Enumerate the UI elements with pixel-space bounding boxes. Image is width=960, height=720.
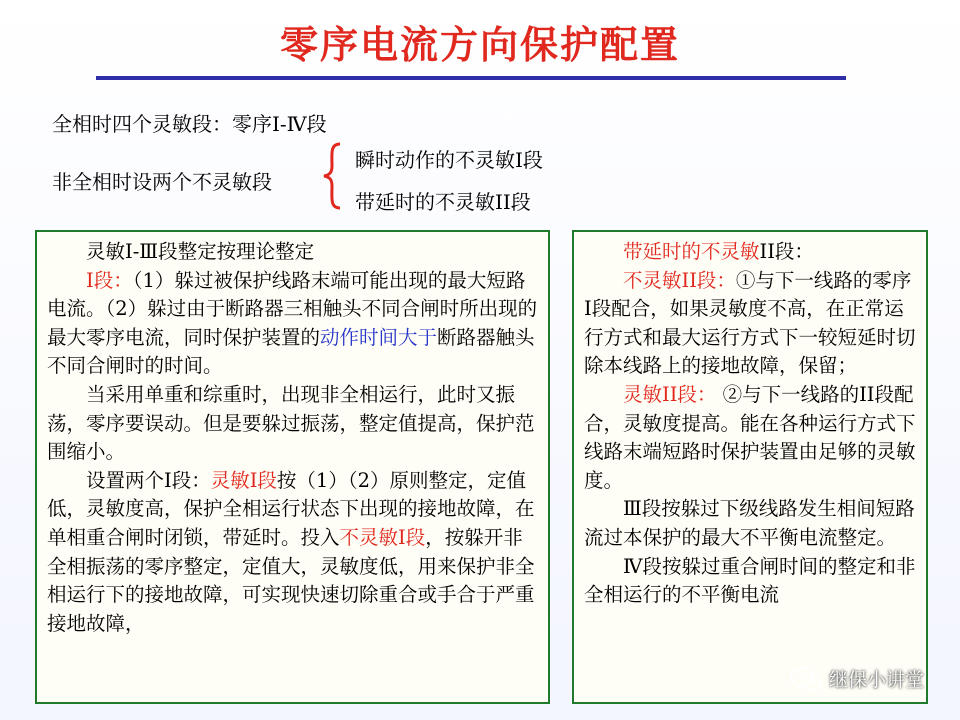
left-para-2: Ⅰ段：（1）躲过被保护线路末端可能出现的最大短路电流。（2）躲过由于断路器三相触头不同合闸时所出现的最大零序电流，同时保护装置的动作时间大于断路器触头不同合闸时的时间。 bbox=[47, 268, 538, 378]
wechat-icon bbox=[789, 666, 823, 692]
option-delayed-insensitive-ii: 带延时的不灵敏II段 bbox=[355, 190, 531, 214]
right-text-box bbox=[572, 230, 928, 704]
right-para-5: Ⅳ段按躲过重合闸时间的整定和非全相运行的不平衡电流 bbox=[584, 554, 916, 607]
option-instant-insensitive-i: 瞬时动作的不灵敏I段 bbox=[355, 148, 543, 172]
title-underline bbox=[96, 76, 846, 80]
slide-title: 零序电流方向保护配置 bbox=[279, 23, 680, 67]
sensitive-ii-label: 灵敏II段： bbox=[623, 382, 717, 406]
left-para-3: 当采用单重和综重时，出现非全相运行，此时又振荡，零序要误动。但是要躲过振荡，整定值提高，保护范围缩小。 bbox=[47, 382, 535, 464]
sensitive-i-label: 灵敏Ⅰ段 bbox=[210, 468, 277, 492]
insensitive-i-label: 不灵敏Ⅰ段 bbox=[339, 525, 426, 549]
right-para-3: 灵敏II段： ②与下一线路的II段配合，灵敏度提高。能在各种运行方式下线路末端短路时保护装置由足够的灵敏度。 bbox=[584, 382, 916, 492]
full-phase-line: 全相时四个灵敏段：零序Ⅰ-Ⅳ段 bbox=[52, 112, 327, 136]
right-para-2: 不灵敏II段：①与下一线路的零序Ⅰ段配合，如果灵敏度不高，在正常运行方式和最大运行方式下一较短延时切除本线路上的接地故障，保留； bbox=[584, 268, 916, 378]
right-para-4: Ⅲ段按躲过下级线路发生相间短路流过本保护的最大不平衡电流整定。 bbox=[584, 497, 915, 549]
left-para-1: 灵敏Ⅰ-Ⅲ段整定按理论整定 bbox=[86, 240, 315, 263]
right-para-1: 带延时的不灵敏II段： bbox=[623, 240, 814, 263]
insensitive-ii-label: 不灵敏II段： bbox=[623, 268, 736, 292]
stage-i-label: Ⅰ段： bbox=[86, 268, 133, 292]
blue-highlight: 动作时间大于 bbox=[320, 325, 438, 349]
watermark bbox=[789, 665, 924, 692]
left-text-box bbox=[35, 230, 550, 704]
left-para-4: 设置两个Ⅰ段：灵敏Ⅰ段按（1）（2）原则整定，定值低，灵敏度高，保护全相运行状态下出现的接地故障，在单相重合闸时闭锁，带延时。投入不灵敏Ⅰ段，按躲开非全相振荡的零序整定，定值大，灵敏度低，用来保护非全相运行下的接地故障，可实现快速切除重合或手合于严重接地故障， bbox=[47, 468, 535, 635]
watermark-text: 继保小讲堂 bbox=[828, 669, 924, 691]
non-full-phase-line: 非全相时设两个不灵敏段 bbox=[52, 170, 272, 194]
curly-brace-icon bbox=[318, 142, 348, 210]
